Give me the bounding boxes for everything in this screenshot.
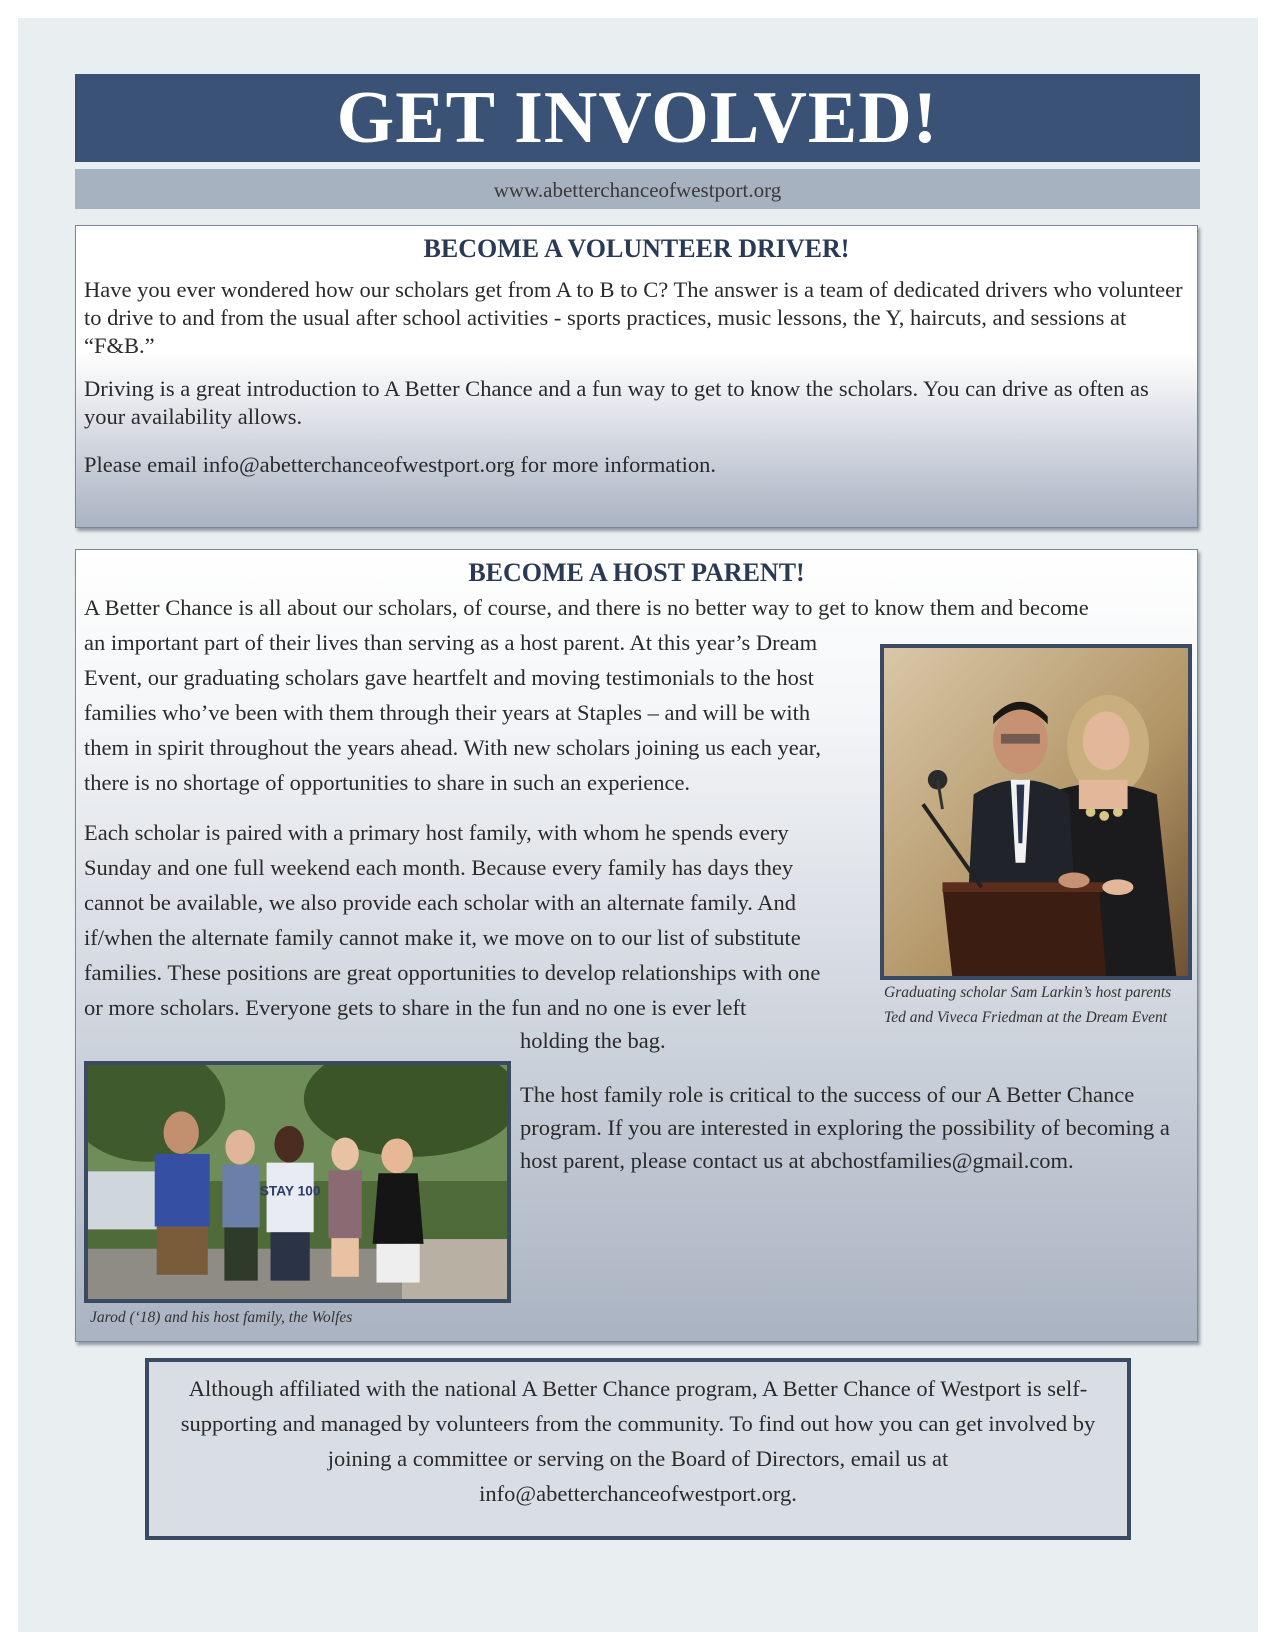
- volunteer-driver-paragraph-1: Have you ever wondered how our scholars get from A to B to C? The answer is a team of dedicated drivers who volunteer to drive to and from the usual after school activities - sports practices, music lessons, the Y, haircuts, and sessions at “F&B.”: [84, 277, 1183, 358]
- volunteer-driver-paragraph-3: Please email info@abetterchanceofwestport.org for more information.: [84, 452, 716, 477]
- host-parent-heading: BECOME A HOST PARENT!: [468, 558, 805, 587]
- host-parents-photo: [880, 644, 1192, 980]
- host-parent-section: [75, 549, 1198, 1342]
- shirt-print: STAY 100: [259, 1183, 321, 1199]
- host-paragraph-2: Each scholar is paired with a primary host family, with whom he spends every Sunday and one full weekend each month. Because every family has days they cannot be available, we also provide each scholar with an alternate family. And if/when the alternate family cannot make it, we move on to our list of substitute families. These positions are great opportunities to develop relationships with one or more scholars. Everyone gets to share in the fun and no one is ever left: [84, 820, 821, 1020]
- host-parents-caption-line-2: Ted and Viveca Friedman at the Dream Event: [884, 1009, 1168, 1026]
- host-family-photo-caption: Jarod (‘18) and his host family, the Wolfes: [90, 1309, 353, 1326]
- host-family-photo: [84, 1061, 511, 1303]
- website-url[interactable]: www.abetterchanceofwestport.org: [75, 169, 1200, 209]
- volunteer-driver-section: [75, 225, 1198, 528]
- footer-note: [145, 1358, 1131, 1540]
- volunteer-driver-paragraph-2: Driving is a great introduction to A Better Chance and a fun way to get to know the scholars. You can drive as often as your availability allows.: [84, 376, 1149, 429]
- host-paragraph-1: an important part of their lives than serving as a host parent. At this year’s Dream Event, our graduating scholars gave heartfelt and moving testimonials to the host families who’ve been with them through their years at Staples – and will be with them in spirit throughout the years ahead. With new scholars joining us each year, there is no shortage of opportunities to share in such an experience.: [84, 630, 821, 795]
- footer-text: Although affiliated with the national A Better Chance program, A Better Chance of Westport is self-supporting and managed by volunteers from the community. To find out how you can get involved by joining a committee or serving on the Board of Directors, email us at info@abetterchanceofwestport.org.: [180, 1376, 1096, 1506]
- host-parents-photo-caption: [884, 980, 1204, 1030]
- page-title: GET INVOLVED!: [75, 74, 1200, 162]
- host-paragraph-2-ending: holding the bag.: [520, 1028, 666, 1053]
- host-paragraph-1-first-line: A Better Chance is all about our scholars, of course, and there is no better way to get to know them and become: [84, 595, 1089, 620]
- host-parents-caption-line-1: Graduating scholar Sam Larkin’s host parents: [884, 984, 1172, 1001]
- volunteer-driver-heading: BECOME A VOLUNTEER DRIVER!: [423, 234, 850, 263]
- host-parents-photo-image: [884, 648, 1188, 976]
- host-paragraph-3: The host family role is critical to the success of our A Better Chance program. If you are interested in exploring the possibility of becoming a host parent, please contact us at abchostfamilies@gmail.com.: [520, 1082, 1170, 1173]
- host-family-photo-image: [88, 1065, 507, 1299]
